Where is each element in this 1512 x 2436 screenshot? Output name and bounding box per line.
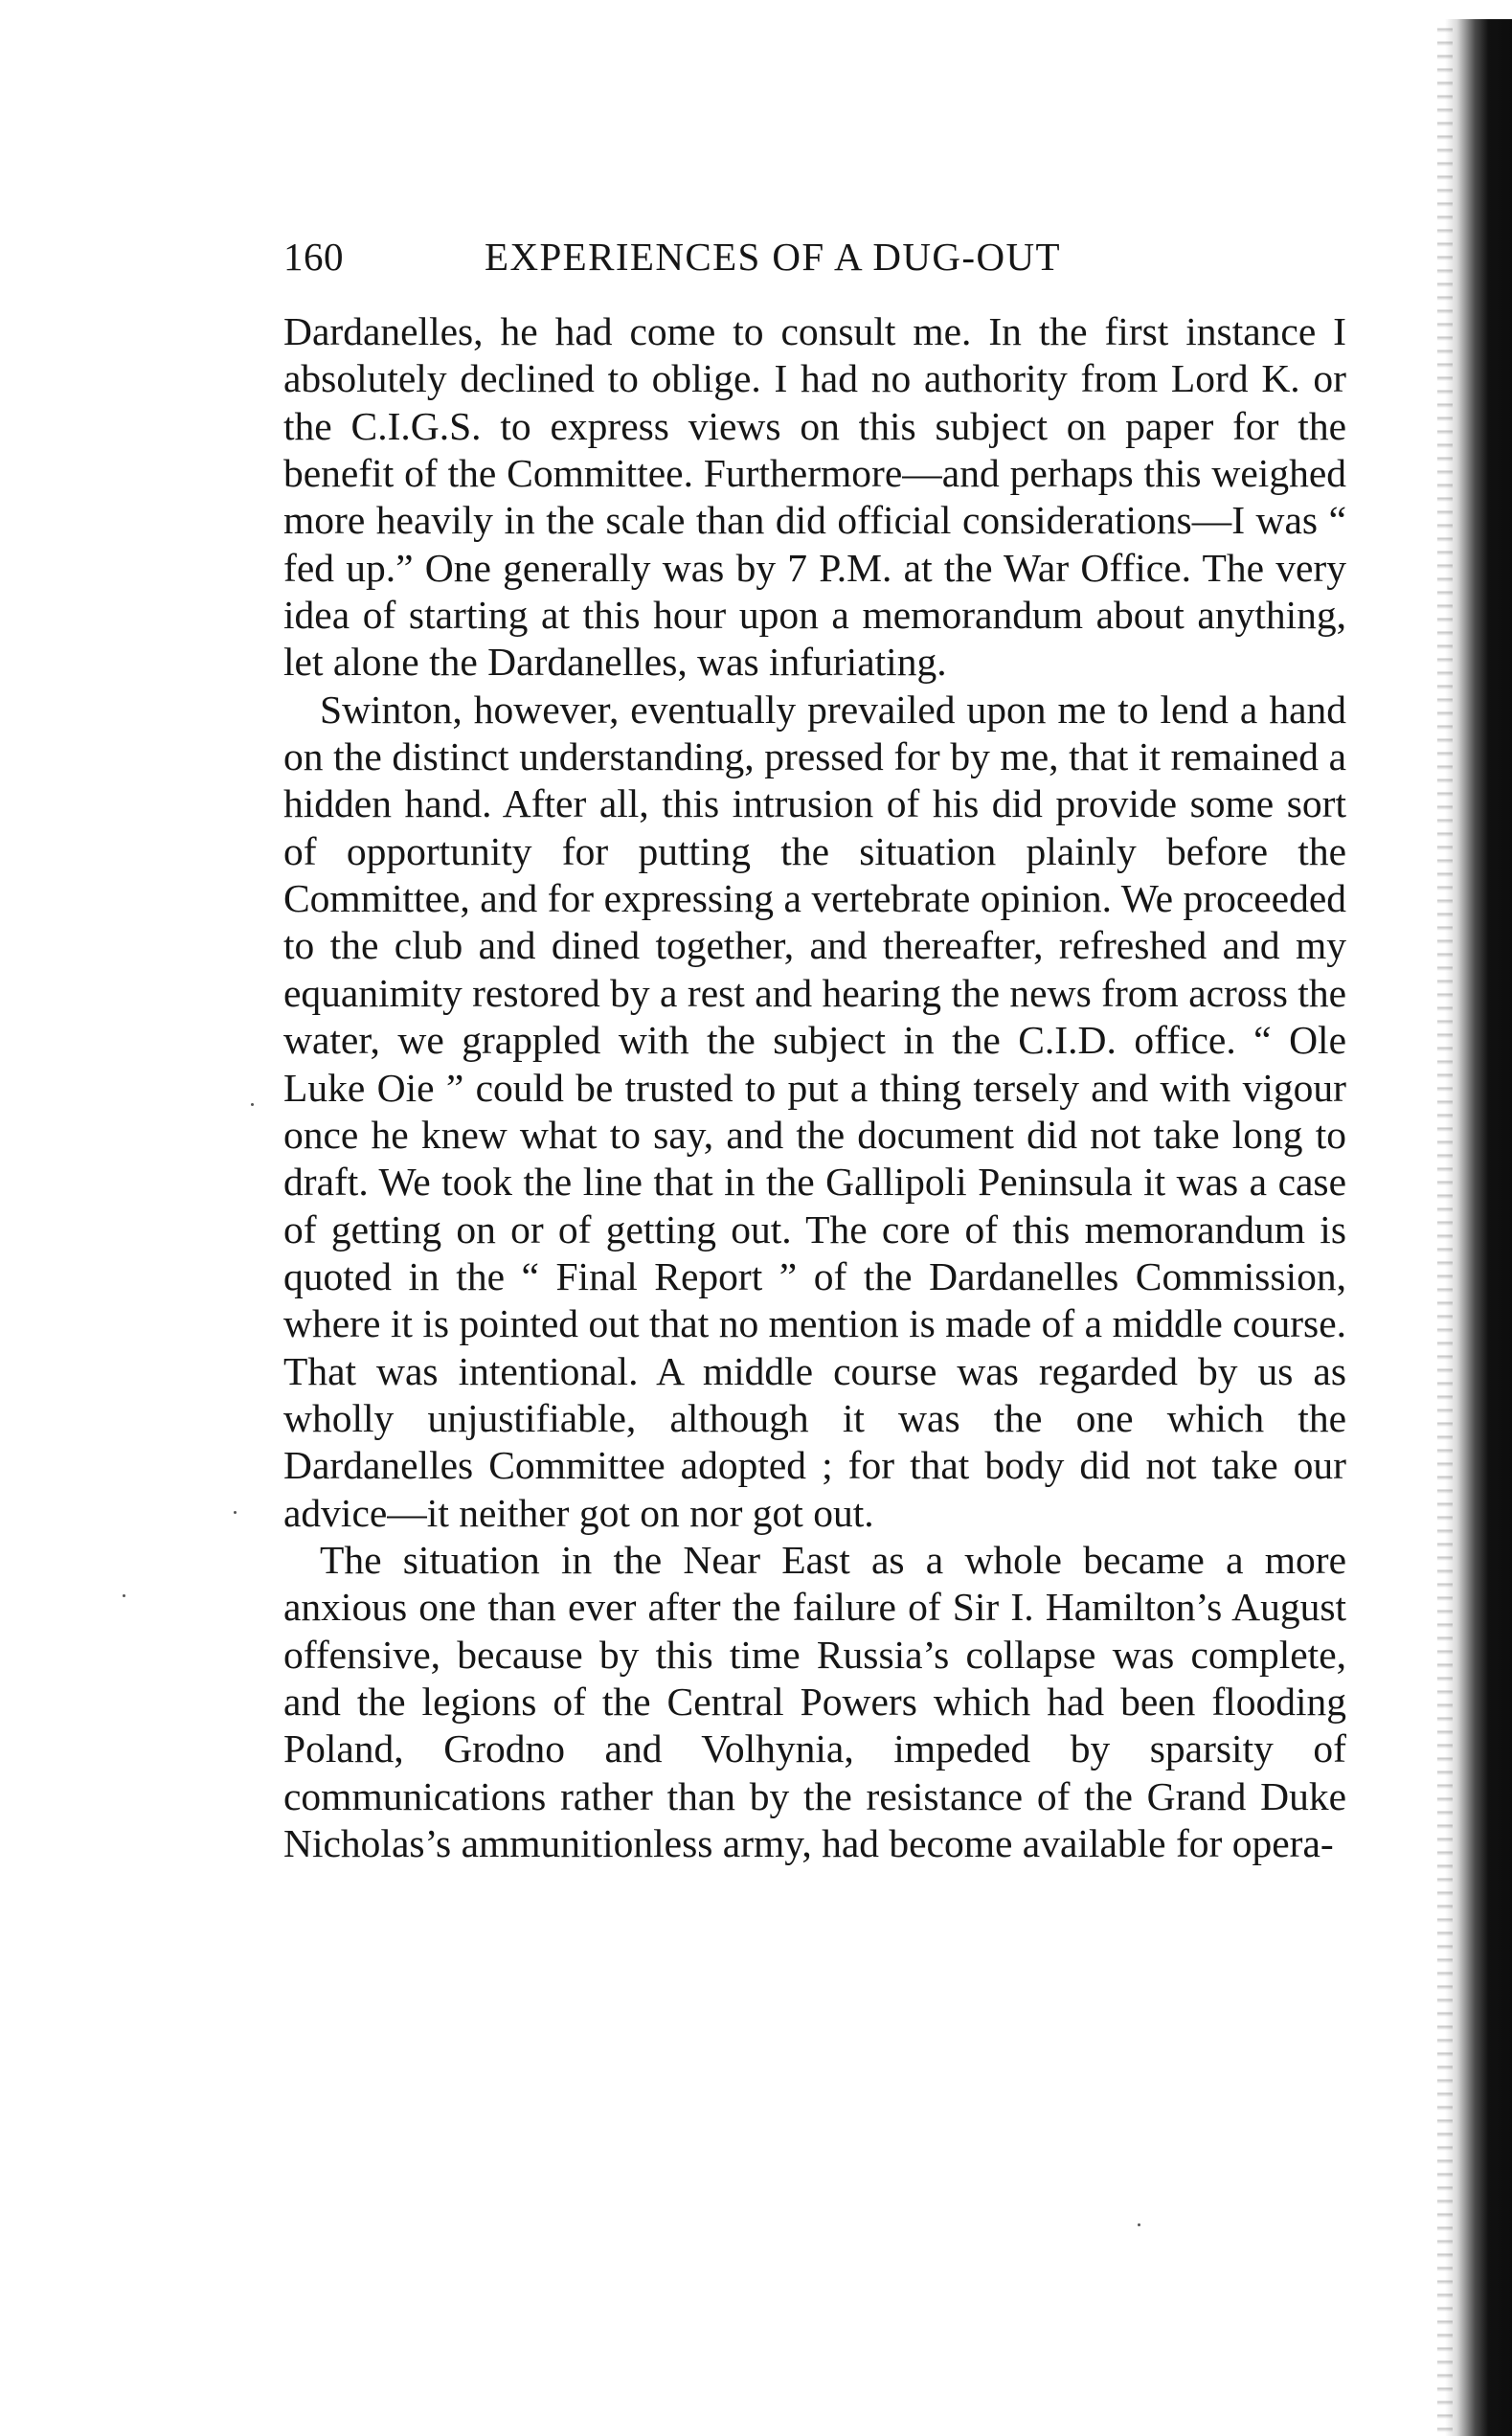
page-number: 160	[283, 235, 344, 279]
paper-speck	[234, 1511, 237, 1514]
paper-speck	[1138, 2223, 1140, 2226]
paper-speck	[123, 1594, 125, 1597]
paragraph-2: Swinton, however, eventually prevailed upon me to lend a hand on the distinct understanding, pressed for by me, that it remained a hidden hand. After all, this intrusion of his did provide some sort of opportunity for putting the situation plainly before the Committee, and for expressing a vertebrate opinion. We proceeded to the club and dined together, and thereafter, refreshed and my equanimity restored by a rest and hearing the news from across the water, we grappled with the subject in the C.I.D. office. “ Ole Luke Oie ” could be trusted to put a thing tersely and with vigour once he knew what to say, and the document did not take long to draft. We took the line that in the Gallipoli Peninsula it was a case of getting on or of getting out. The core of this memorandum is quoted in the “ Final Report ” of the Dardanelles Commission, where it is pointed out that no mention is made of a middle course. That was intentional. A middle course was regarded by us as wholly unjustifiable, although it was the one which the Dardanelles Committee adopted ; for that body did not take our advice—it neither got on nor got out.	[283, 687, 1346, 1535]
paragraph-3: The situation in the Near East as a whole became a more anxious one than ever after the failure of Sir I. Hamilton’s August offensive, because by this time Russia’s collapse was complete, and the legions of the Central Powers which had been flooding Poland, Grodno and Volhynia, impeded by sparsity of communications rather than by the resistance of the Grand Duke Nicholas’s ammunitionless army, had become available for opera-	[283, 1537, 1346, 1865]
paper-speck	[251, 1103, 254, 1106]
page-edge-shadow	[1445, 19, 1512, 2436]
running-title: EXPERIENCES OF A DUG-OUT	[485, 235, 1061, 279]
body-text	[283, 308, 1346, 1867]
paragraph-1: Dardanelles, he had come to consult me. In the first instance I absolutely declined to oblige. I had no authority from Lord K. or the C.I.G.S. to express views on this subject on paper for the benefit of the Committee. Furthermore—and perhaps this weighed more heavily in the scale than did official considerations—I was “ fed up.” One generally was by 7 P.M. at the War Office. The very idea of starting at this hour upon a memorandum about anything, let alone the Dardanelles, was infuriating.	[283, 309, 1346, 685]
page-header	[283, 228, 1346, 285]
